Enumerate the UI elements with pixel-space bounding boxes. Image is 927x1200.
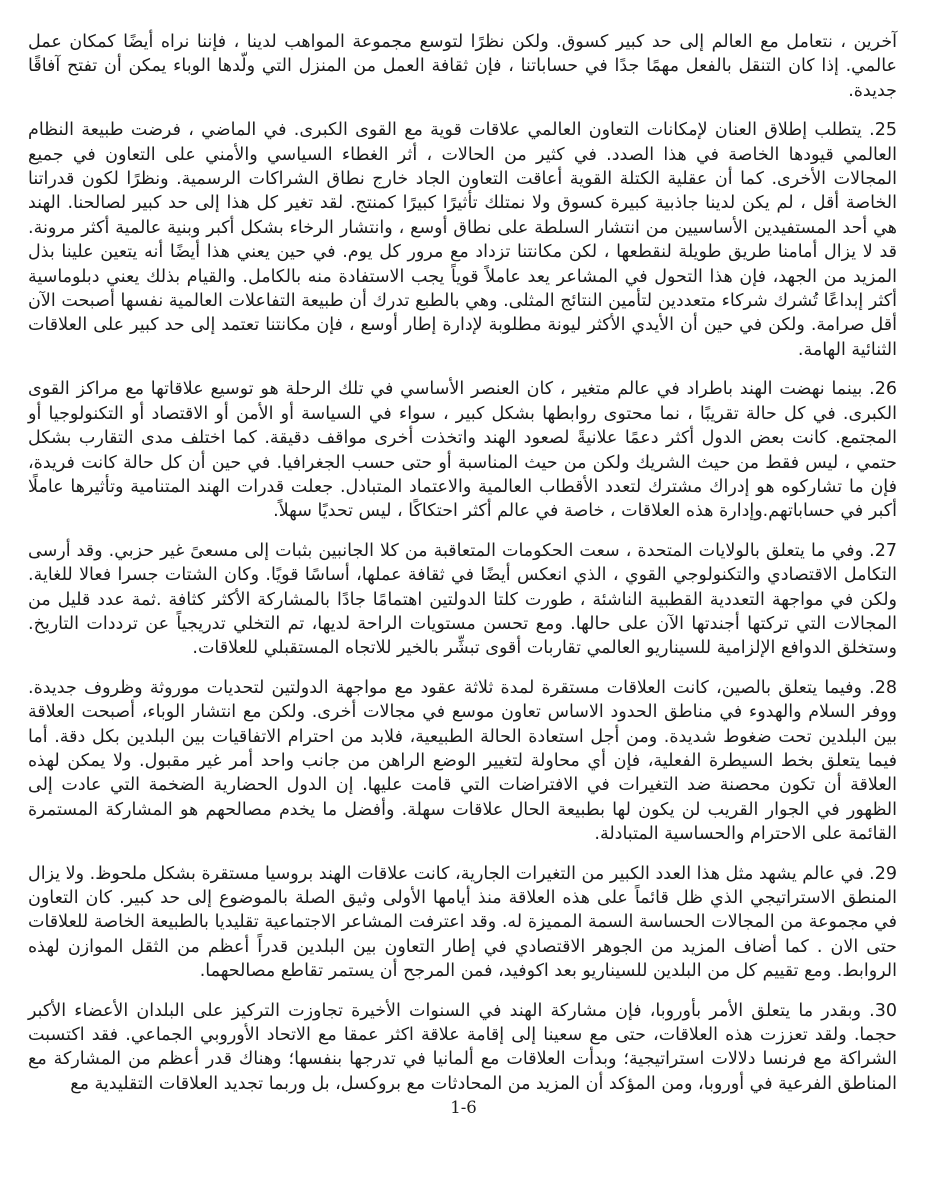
paragraph-30: 30. وبقدر ما يتعلق الأمر بأوروبا، فإن مشاركة الهند في السنوات الأخيرة تجاوزت التركيز على البلدان الأعضاء الأكبر حجما. ولقد تعززت هذه العلاقات، حتى مع سعينا إلى إقامة علاقة اكثر عمقا مع الاتحاد الأوروبي الجماعي. فقد اكتسبت الشراكة مع فرنسا دلالات استراتيجية؛ وبدأت العلاقات مع ألمانيا في تدرجها بنفسها؛ وهناك قدر أعظم من المشاركة مع المناطق الفرعية في أوروبا، ومن المؤكد أن المزيد من المحادثات مع بروكسل، بل وربما تجديد العلاقات التقليدية مع xyxy=(28,1000,897,1094)
paragraph-26: 26. بينما نهضت الهند باطراد في عالم متغير ، كان العنصر الأساسي في تلك الرحلة هو توسيع علاقاتها مع مراكز القوى الكبرى. في كل حالة تقريبًا ، نما محتوى روابطها بشكل كبير ، سواء في السياسة أو الأمن أو الاقتصاد أو التكنولوجيا أو المجتمع. كانت بعض الدول أكثر دعمًا علانيةً لصعود الهند واتخذت أخرى مواقف دقيقة. كما اختلف مدى التقارب بشكل حتمي ، ليس فقط من حيث الشريك ولكن من حيث المناسبة أو حتى حسب الجغرافيا. في حين أن كل حالة كانت فريدة، فإن ما تشاركوه هو إدراك مشترك لتعدد الأقطاب العالمية والاعتماد المتبادل. جعلت قدرات الهند المتنامية وتأثيرها عاملًا أكبر في حساباتهم.وإدارة هذه العلاقات ، خاصة في عالم أكثر احتكاكًا ، ليس تحديًا سهلاً. xyxy=(28,379,897,522)
paragraph-28: 28. وفيما يتعلق بالصين، كانت العلاقات مستقرة لمدة ثلاثة عقود مع مواجهة الدولتين لتحديات موروثة وظروف جديدة. ووفر السلام والهدوء في مناطق الحدود الاساس تعاون موسع في مجالات أخرى. ولكن مع انتشار الوباء، أصبحت العلاقة بين البلدين تحت ضغوط شديدة. ومن أجل استعادة الحالة الطبيعية، فلابد من احترام الاتفاقيات بين البلدين بكل دقة. أما فيما يتعلق بخط السيطرة الفعلية، فإن أي محاولة لتغيير الوضع الراهن من جانب واحد أمر غير مقبول. ولا يمكن لهذه العلاقة أن تكون محصنة ضد التغيرات في الافتراضات التي قامت عليها. إن الدول الحضارية الضخمة التي عادت إلى الظهور في الجوار القريب لن يكون لها بطبيعة الحال علاقات سهلة. وأفضل ما يخدم مصالحهم هو المشاركة المستمرة القائمة على الاحترام والحساسية المتبادلة. xyxy=(28,677,897,845)
paragraph-continuation: آخرين ، نتعامل مع العالم إلى حد كبير كسوق. ولكن نظرًا لتوسع مجموعة المواهب لدينا ، فإننا نراه أيضًا كمكان عمل عالمي. إذا كان التنقل بالفعل مهمًا جدًا في حساباتنا ، فإن ثقافة العمل من المنزل التي ولّدها الوباء يمكن أن تفتح آفاقًا جديدة. xyxy=(28,32,897,101)
document-text-block xyxy=(28,30,897,1096)
page-number-footer: 1-6 xyxy=(450,1098,477,1117)
paragraph-29: 29. في عالم يشهد مثل هذا العدد الكبير من التغيرات الجارية، كانت علاقات الهند بروسيا مستقرة بشكل ملحوظ. ولا يزال المنطق الاستراتيجي الذي ظل قائماً على هذه العلاقة منذ أيامها الأولى وثيق الصلة بالموضوع إلى حد كبير. كان التعاون في مجموعة من المجالات الحساسة السمة المميزة له. وقد اعترفت المشاعر الاجتماعية تقليديا بالطبيعة الخاصة للعلاقات حتى الان . كما أضاف المزيد من الجوهر الاقتصادي في إطار التعاون بين البلدين قدراً أعظم من الثقل الموازن لهذه الروابط. ومع تقييم كل من البلدين للسيناريو بعد اكوفيد، فمن المرجح أن يستمر تقاطع مصالحهما. xyxy=(28,863,897,982)
paragraph-25: 25. يتطلب إطلاق العنان لإمكانات التعاون العالمي علاقات قوية مع القوى الكبرى. في الماضي ، فرضت طبيعة النظام العالمي قيودها الخاصة في هذا الصدد. في كثير من الحالات ، أثر الغطاء السياسي والأمني على التعاون في جميع المجالات الأخرى. كما أن عقلية الكتلة القوية أعاقت التعاون الجاد خارج نطاق الشراكات الرسمية. ونظرًا لكون قدراتنا الخاصة أقل ، لم يكن لدينا جاذبية كبيرة كسوق ولا نمتلك تأثيرًا كبيرًا كمنتج. لقد تغير كل هذا إلى حد كبير لصالحنا. الهند هي أحد المستفيدين الأساسيين من انتشار السلطة على نطاق أوسع ، وانتشار الرخاء بشكل أكبر وبنية عالمية أكثر مرونة. قد لا يزال أمامنا طريق طويلة لنقطعها ، لكن مكانتنا تزداد مع مرور كل يوم. في حين يعني هذا أيضًا أنه يتعين علينا بذل المزيد من الجهد، فإن هذا التحول في المشاعر يعد عاملاً قوياً يجب الاستفادة منه بالكامل. والقيام بذلك يعني دبلوماسية أكثر إبداعًا تُشرك شركاء متعددين لتأمين النتائج المثلى. وهي بالطبع تدرك أن طبيعة التفاعلات العالمية نفسها أصبحت الآن أقل صرامة. ولكن في حين أن الأيدي الأكثر ليونة مطلوبة لإدارة إطار أوسع ، فإن مكانتنا تعتمد إلى حد كبير على العلاقات الثنائية الهامة. xyxy=(28,120,897,360)
paragraph-27: 27. وفي ما يتعلق بالولايات المتحدة ، سعت الحكومات المتعاقبة من كلا الجانبين بثبات إلى مسعىً غير حزبي. وقد أرسى التكامل الاقتصادي والتكنولوجي القوي ، الذي انعكس أيضًا في ثقافة عملها، أساسًا قويًا. وكان الشتات جسرا فعالا للغاية. ولكن في مواجهة التعددية القطبية الناشئة ، طورت كلتا الدولتين اهتمامًا جادًا بالمشاركة الأكثر كثافة .ثمة عدد قليل من المجالات التي تركتها أجندتها الآن على حالها. ومع تحسن مستويات الراحة لديها، تم التخلي تدريجياً عن ترددات التاريخ. وستخلق الدوافع الإلزامية للسيناريو العالمي تقاربات أقوى تبشِّر بالخير للاتجاه المستقبلي للعلاقات. xyxy=(28,540,897,659)
